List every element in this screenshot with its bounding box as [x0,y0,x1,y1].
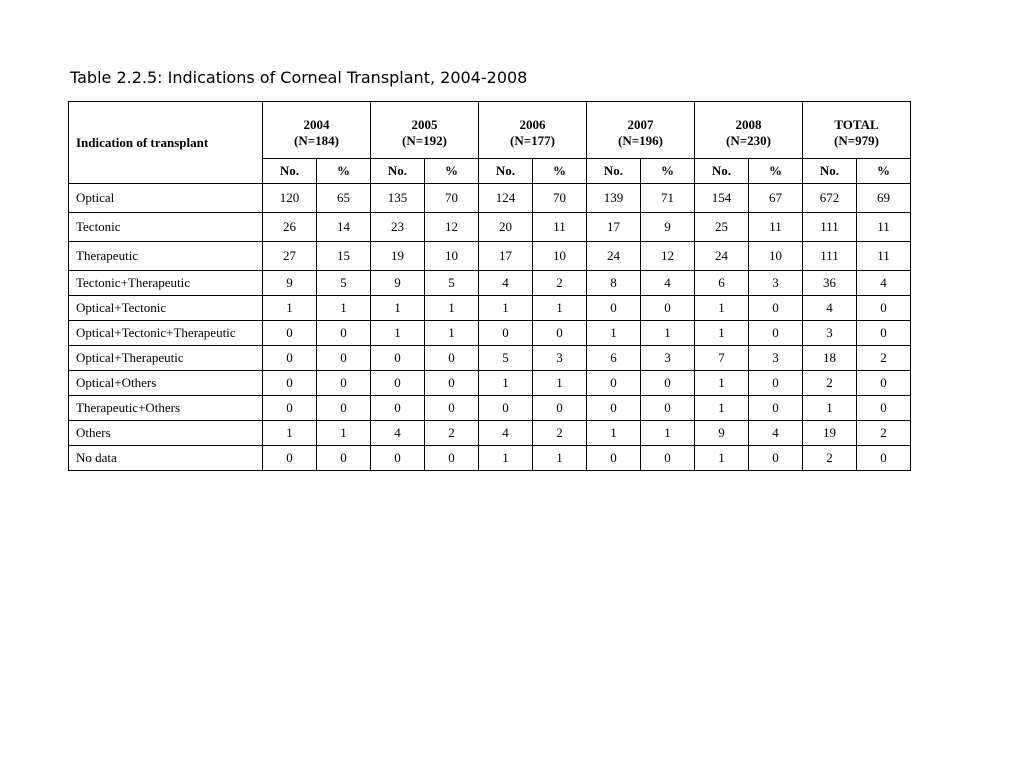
count-cell: 17 [587,213,641,242]
total-header [803,102,911,159]
percent-cell: 0 [533,396,587,421]
count-cell: 0 [479,396,533,421]
percent-cell: 11 [749,213,803,242]
percent-cell: 0 [749,396,803,421]
table-row [69,321,911,346]
percent-column-header: % [857,159,911,184]
table-row [69,213,911,242]
count-cell: 111 [803,242,857,271]
percent-cell: 0 [425,396,479,421]
no-column-header: No. [479,159,533,184]
count-cell: 3 [803,321,857,346]
percent-cell: 14 [317,213,371,242]
year-label: 2004 [303,117,330,132]
row-label: Tectonic+Therapeutic [69,271,263,296]
row-label: Optical+Therapeutic [69,346,263,371]
row-label: Therapeutic [69,242,263,271]
percent-cell: 0 [533,321,587,346]
percent-cell: 2 [533,421,587,446]
percent-cell: 12 [425,213,479,242]
percent-cell: 1 [533,446,587,471]
percent-cell: 0 [317,371,371,396]
row-label: Optical+Tectonic+Therapeutic [69,321,263,346]
percent-cell: 2 [857,346,911,371]
count-cell: 9 [695,421,749,446]
count-cell: 0 [371,446,425,471]
percent-cell: 0 [857,296,911,321]
count-cell: 0 [587,371,641,396]
year-label: 2008 [735,117,762,132]
percent-cell: 10 [425,242,479,271]
count-cell: 1 [263,421,317,446]
percent-cell: 0 [857,396,911,421]
percent-cell: 0 [317,346,371,371]
percent-cell: 5 [425,271,479,296]
percent-cell: 0 [641,296,695,321]
year-n-label: (N=979) [834,133,879,148]
count-cell: 2 [803,371,857,396]
percent-cell: 3 [749,271,803,296]
count-cell: 1 [587,421,641,446]
percent-column-header: % [425,159,479,184]
count-cell: 36 [803,271,857,296]
count-cell: 2 [803,446,857,471]
table-row [69,242,911,271]
year-label: 2005 [411,117,438,132]
percent-cell: 2 [857,421,911,446]
count-cell: 0 [371,371,425,396]
percent-cell: 10 [749,242,803,271]
count-cell: 0 [479,321,533,346]
count-cell: 0 [263,446,317,471]
count-cell: 0 [263,321,317,346]
row-label: Optical+Others [69,371,263,396]
table-row [69,396,911,421]
percent-cell: 3 [749,346,803,371]
percent-cell: 70 [533,184,587,213]
percent-cell: 70 [425,184,479,213]
percent-cell: 15 [317,242,371,271]
percent-cell: 2 [425,421,479,446]
no-column-header: No. [263,159,317,184]
percent-cell: 2 [533,271,587,296]
count-cell: 1 [479,446,533,471]
count-cell: 1 [695,296,749,321]
count-cell: 1 [695,371,749,396]
percent-cell: 1 [533,296,587,321]
count-cell: 26 [263,213,317,242]
percent-cell: 11 [533,213,587,242]
indications-table [68,101,911,471]
year-n-label: (N=192) [402,133,447,148]
count-cell: 6 [587,346,641,371]
year-n-label: (N=177) [510,133,555,148]
table-row [69,421,911,446]
indication-column-header: Indication of transplant [69,102,263,184]
row-label: Optical+Tectonic [69,296,263,321]
percent-cell: 71 [641,184,695,213]
percent-cell: 9 [641,213,695,242]
count-cell: 135 [371,184,425,213]
year-header-2004 [263,102,371,159]
percent-cell: 0 [749,296,803,321]
percent-cell: 0 [425,371,479,396]
percent-column-header: % [641,159,695,184]
no-column-header: No. [371,159,425,184]
count-cell: 139 [587,184,641,213]
row-label: Optical [69,184,263,213]
count-cell: 1 [803,396,857,421]
percent-column-header: % [749,159,803,184]
count-cell: 1 [479,371,533,396]
count-cell: 9 [371,271,425,296]
percent-cell: 1 [317,421,371,446]
percent-cell: 1 [641,321,695,346]
count-cell: 4 [371,421,425,446]
percent-cell: 11 [857,213,911,242]
percent-cell: 0 [425,346,479,371]
year-header-2007 [587,102,695,159]
year-n-label: (N=230) [726,133,771,148]
count-cell: 4 [803,296,857,321]
year-label: TOTAL [834,117,879,132]
percent-cell: 0 [425,446,479,471]
count-cell: 19 [371,242,425,271]
count-cell: 154 [695,184,749,213]
count-cell: 19 [803,421,857,446]
percent-cell: 0 [641,396,695,421]
count-cell: 7 [695,346,749,371]
table-row [69,446,911,471]
count-cell: 1 [695,321,749,346]
percent-cell: 5 [317,271,371,296]
percent-cell: 1 [317,296,371,321]
count-cell: 0 [371,396,425,421]
table-body [69,184,911,471]
percent-cell: 12 [641,242,695,271]
percent-cell: 1 [641,421,695,446]
count-cell: 120 [263,184,317,213]
percent-cell: 3 [533,346,587,371]
count-cell: 0 [587,396,641,421]
year-label: 2007 [627,117,654,132]
percent-cell: 4 [641,271,695,296]
percent-column-header: % [317,159,371,184]
count-cell: 20 [479,213,533,242]
count-cell: 0 [587,446,641,471]
count-cell: 1 [479,296,533,321]
table-row [69,184,911,213]
count-cell: 1 [587,321,641,346]
row-label: Others [69,421,263,446]
count-cell: 24 [695,242,749,271]
count-cell: 0 [587,296,641,321]
page-title: Table 2.2.5: Indications of Corneal Transplant, 2004-2008 [70,68,528,87]
count-cell: 1 [371,321,425,346]
count-cell: 0 [263,396,317,421]
percent-cell: 0 [857,446,911,471]
year-header-2005 [371,102,479,159]
percent-cell: 4 [857,271,911,296]
count-cell: 4 [479,271,533,296]
year-n-label: (N=184) [294,133,339,148]
table-row [69,271,911,296]
percent-cell: 0 [641,446,695,471]
table-row [69,371,911,396]
year-header-2008 [695,102,803,159]
percent-cell: 0 [317,396,371,421]
row-label: No data [69,446,263,471]
count-cell: 18 [803,346,857,371]
year-n-label: (N=196) [618,133,663,148]
no-column-header: No. [587,159,641,184]
percent-cell: 1 [533,371,587,396]
percent-cell: 69 [857,184,911,213]
count-cell: 124 [479,184,533,213]
row-label: Therapeutic+Others [69,396,263,421]
percent-column-header: % [533,159,587,184]
percent-cell: 0 [641,371,695,396]
no-column-header: No. [695,159,749,184]
count-cell: 4 [479,421,533,446]
percent-cell: 0 [749,446,803,471]
percent-cell: 0 [857,371,911,396]
count-cell: 0 [263,346,317,371]
count-cell: 1 [695,446,749,471]
percent-cell: 0 [857,321,911,346]
percent-cell: 11 [857,242,911,271]
count-cell: 0 [371,346,425,371]
count-cell: 6 [695,271,749,296]
year-label: 2006 [519,117,546,132]
percent-cell: 1 [425,321,479,346]
count-cell: 111 [803,213,857,242]
year-header-2006 [479,102,587,159]
percent-cell: 65 [317,184,371,213]
percent-cell: 0 [749,321,803,346]
count-cell: 5 [479,346,533,371]
count-cell: 0 [263,371,317,396]
percent-cell: 4 [749,421,803,446]
header-row-years [69,102,911,159]
count-cell: 17 [479,242,533,271]
table-row [69,346,911,371]
percent-cell: 0 [749,371,803,396]
count-cell: 8 [587,271,641,296]
count-cell: 1 [263,296,317,321]
percent-cell: 1 [425,296,479,321]
count-cell: 1 [695,396,749,421]
row-label: Tectonic [69,213,263,242]
count-cell: 24 [587,242,641,271]
percent-cell: 0 [317,321,371,346]
percent-cell: 67 [749,184,803,213]
table-row [69,296,911,321]
count-cell: 9 [263,271,317,296]
count-cell: 672 [803,184,857,213]
no-column-header: No. [803,159,857,184]
count-cell: 25 [695,213,749,242]
percent-cell: 10 [533,242,587,271]
count-cell: 27 [263,242,317,271]
percent-cell: 3 [641,346,695,371]
count-cell: 1 [371,296,425,321]
count-cell: 23 [371,213,425,242]
percent-cell: 0 [317,446,371,471]
